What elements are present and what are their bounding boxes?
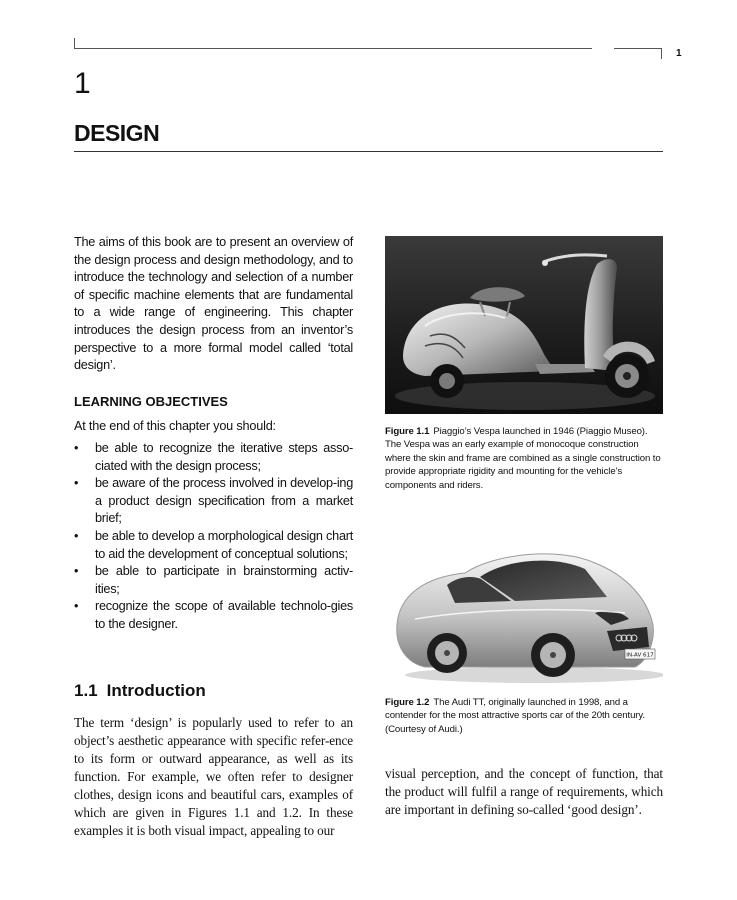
figure-label: Figure 1.1 [385, 426, 430, 437]
list-item: • be able to develop a morphological design chart to aid the development of conceptual solutions; [74, 528, 353, 561]
chapter-title: DESIGN [74, 120, 160, 146]
section-body-left: The term ‘design’ is popularly used to refer to an object’s aesthetic appearance with specific refer-ence to its form or outward appearance, as well as its function. For example, we often refer to designer clothes, design icons and beautiful cars, examples of which are given in Figures 1.1 and 1.2. In these examples it is both visual impact, appealing to our [74, 715, 353, 838]
list-item: • be able to recognize the iterative steps asso-ciated with the design process; [74, 441, 353, 473]
learning-objectives-list [74, 440, 353, 634]
figure-1-2-caption: Figure 1.2 The Audi TT, originally launched in 1998, and a contender for the most attractive sports car of the 20th century. (Courtesy of Audi.) [385, 697, 645, 735]
chapter-number: 1 [74, 67, 91, 100]
number-plate-text: IN-AV 617 [626, 652, 654, 659]
section-title: Introduction [106, 681, 206, 700]
list-item: • be able to participate in brainstorming activ-ities; [74, 564, 353, 596]
header-rule-left [74, 48, 592, 49]
bullet-icon: • [74, 564, 79, 579]
bullet-icon: • [74, 528, 79, 543]
figure-1-1-caption: Figure 1.1 Piaggio’s Vespa launched in 1946 (Piaggio Museo). The Vespa was an early example of monocoque construction where the skin and frame are combined as a single construction to provide appropriate rigidity and mounting for the vehicle’s components and riders. [385, 426, 661, 491]
figure-audi-tt-photo [385, 535, 663, 685]
page-number: 1 [676, 48, 682, 59]
section-number: 1.1 [74, 681, 98, 700]
aims-paragraph: The aims of this book are to present an overview of the design process and design methodology, and to introduce the technology and selection of a number of specific machine elements that are fundamental to a wide range of engineering. This chapter introduces the design process from an inventor’s perspective to a more formal model called ‘total design’. [74, 235, 353, 373]
chapter-title-rule [74, 151, 663, 152]
header-rule-right-tick [661, 48, 662, 59]
bullet-icon: • [74, 476, 79, 491]
section-heading [74, 680, 206, 702]
learning-objectives-intro: At the end of this chapter you should: [74, 419, 276, 433]
section-body-right: visual perception, and the concept of function, that the product will fulfil a range of requirements, which are important in defining so-called ‘good design’. [385, 766, 663, 817]
figure-vespa-photo [385, 236, 663, 414]
figure-label: Figure 1.2 [385, 697, 430, 708]
list-item: • recognize the scope of available technolo-gies to the designer. [74, 599, 353, 631]
learning-objectives-heading: LEARNING OBJECTIVES [74, 394, 228, 409]
bullet-icon: • [74, 599, 79, 614]
header-rule-right [614, 48, 662, 49]
bullet-icon: • [74, 441, 79, 455]
list-item: • be aware of the process involved in develop-ing a product design specification from a market brief; [74, 476, 353, 526]
